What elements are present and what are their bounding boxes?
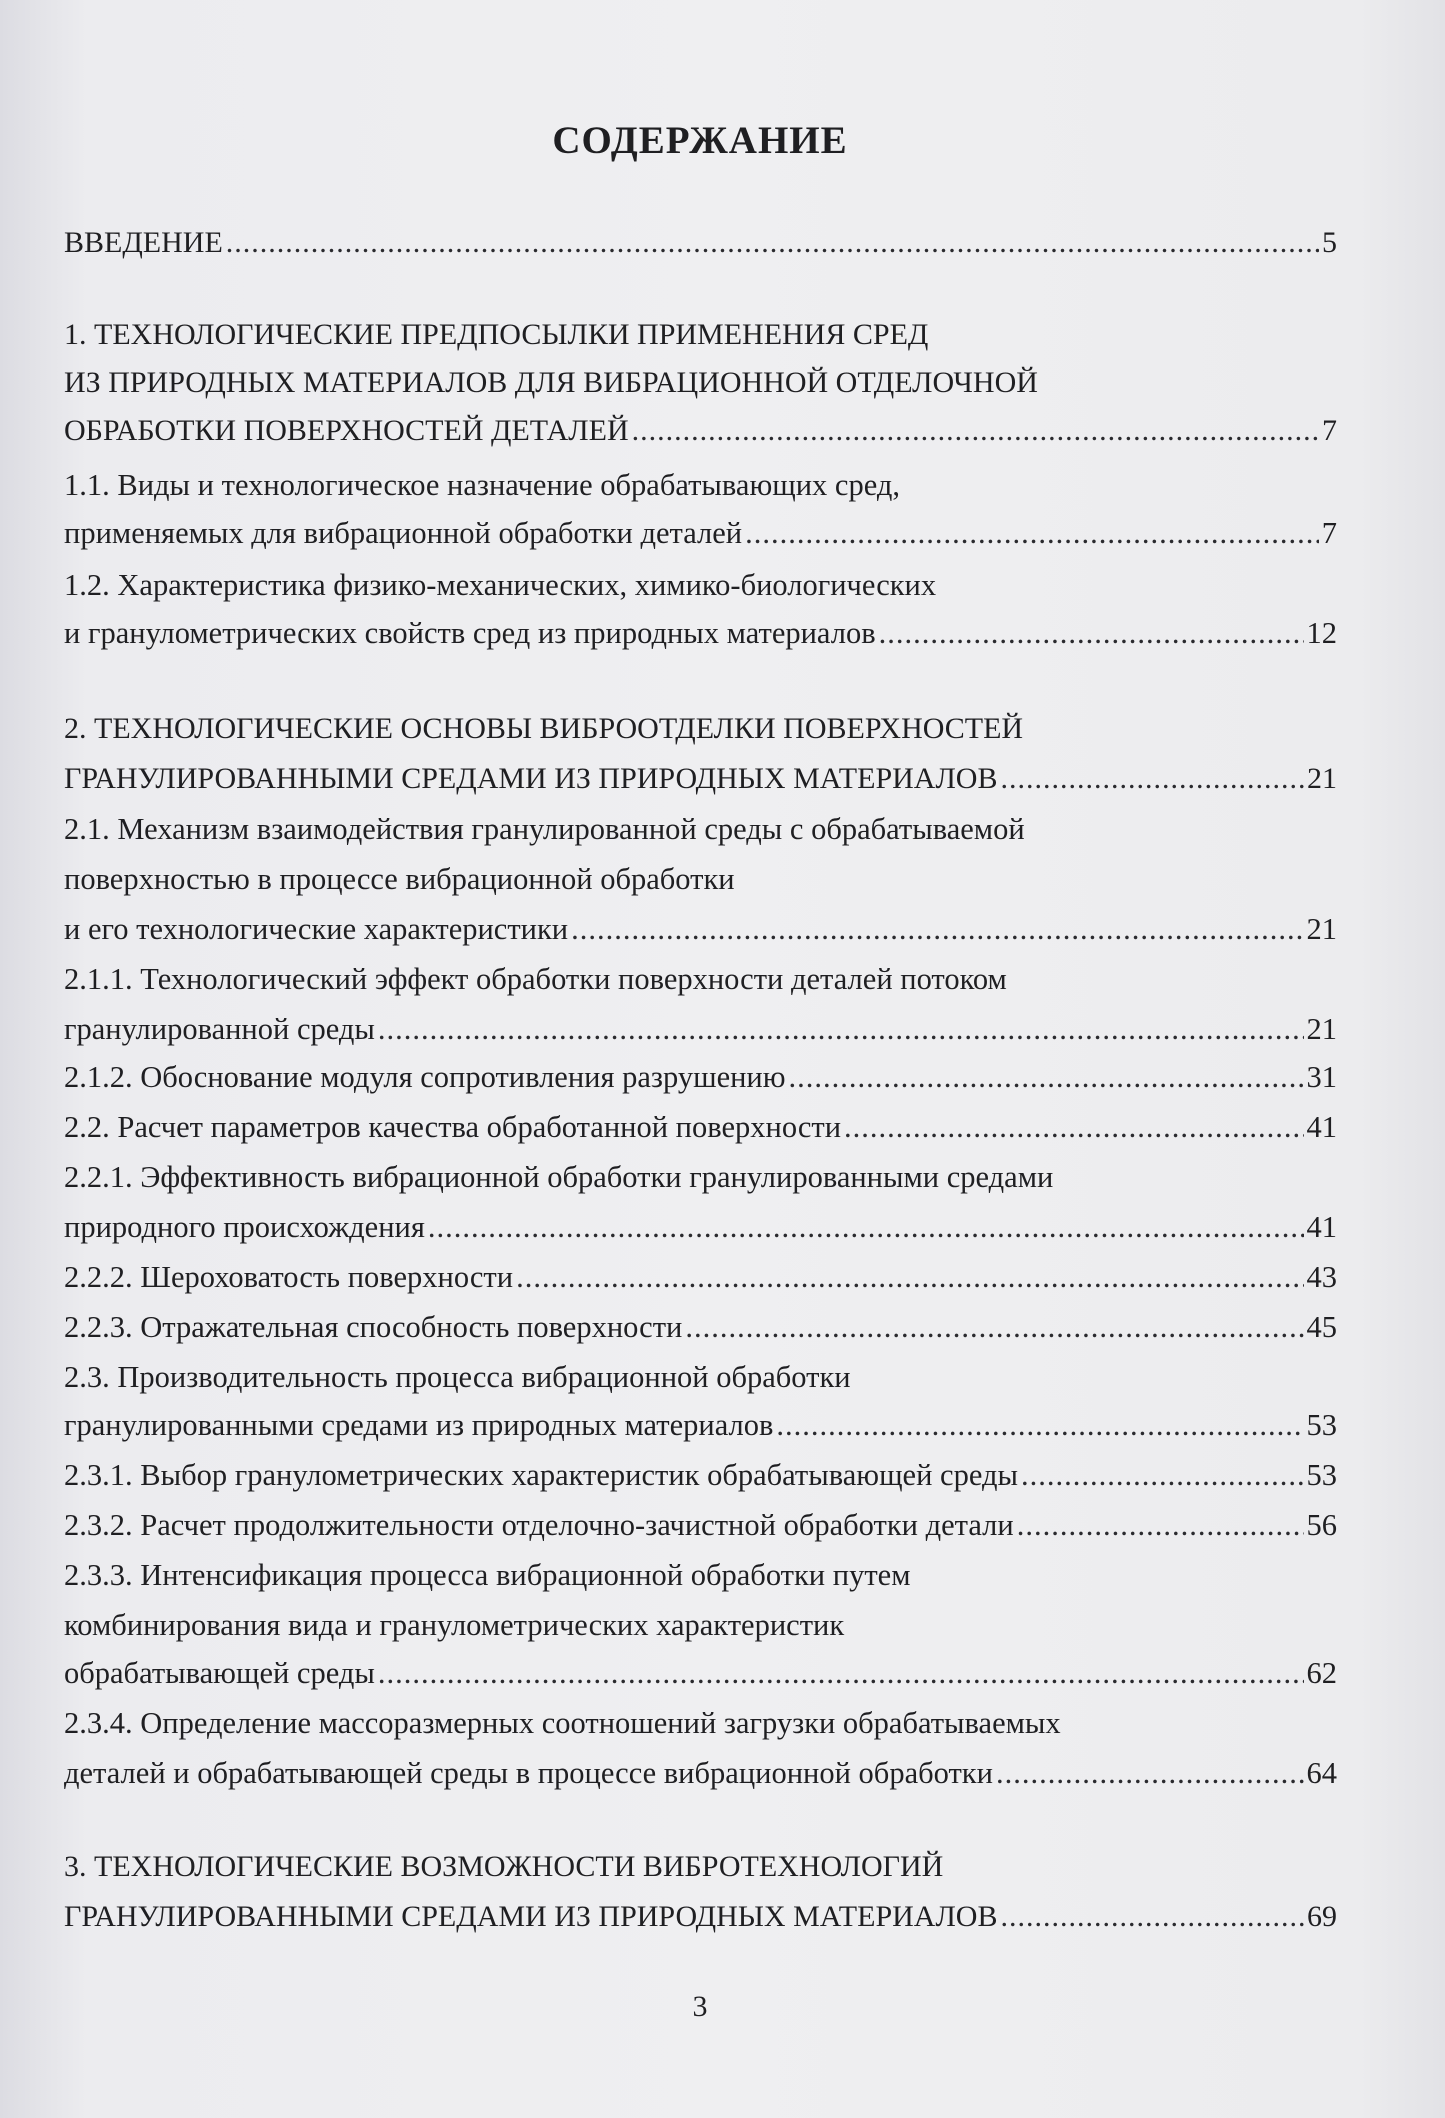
toc-entry: [64, 1210, 1337, 1256]
toc-leader-dots: [1021, 1458, 1304, 1493]
toc-leader-dots: [776, 1408, 1303, 1443]
toc-entry: [64, 1360, 1337, 1406]
toc-entry-text: 2.2. Расчет параметров качества обработанной поверхности: [64, 1110, 842, 1144]
toc-entry-page: 21: [1307, 762, 1337, 795]
toc-entry-page: 64: [1306, 1756, 1337, 1790]
toc-entry-text: ОБРАБОТКИ ПОВЕРХНОСТЕЙ ДЕТАЛЕЙ: [64, 414, 629, 447]
toc-entry-text: гранулированными средами из природных материалов: [64, 1408, 774, 1442]
toc-entry-text: 2.2.3. Отражательная способность поверхности: [64, 1310, 683, 1344]
toc-entry-text: 2.2.1. Эффективность вибрационной обработки гранулированными средами: [64, 1160, 1054, 1194]
toc-entry-page: 41: [1306, 1110, 1337, 1144]
toc-entry-text: 1. ТЕХНОЛОГИЧЕСКИЕ ПРЕДПОСЫЛКИ ПРИМЕНЕНИЯ СРЕД: [64, 318, 929, 351]
toc-entry: [64, 1310, 1337, 1356]
toc-entry: [64, 712, 1337, 758]
toc-leader-dots: [1001, 1900, 1305, 1934]
toc-entry: [64, 1408, 1337, 1454]
toc-entry-page: 12: [1306, 616, 1337, 650]
page-number: 3: [692, 1990, 708, 2023]
toc-entry: [64, 1260, 1337, 1306]
toc-leader-dots: [879, 616, 1304, 651]
toc-leader-dots: [844, 1110, 1303, 1145]
toc-entry-text: природного происхождения: [64, 1210, 425, 1244]
toc-entry: [64, 568, 1337, 614]
toc-entry: [64, 414, 1337, 460]
toc-entry-text: обрабатывающей среды: [64, 1656, 375, 1690]
toc-leader-dots: [516, 1260, 1303, 1295]
toc-entry-text: 2.3.2. Расчет продолжительности отделочно-зачистной обработки детали: [64, 1508, 1014, 1542]
toc-leader-dots: [996, 1756, 1304, 1791]
toc-entry-page: 7: [1322, 414, 1337, 447]
toc-entry-text: 2.3.4. Определение массоразмерных соотношений загрузки обрабатываемых: [64, 1706, 1061, 1740]
toc-entry-page: 5: [1322, 226, 1337, 259]
toc-entry: [64, 1850, 1337, 1896]
toc-entry-text: ГРАНУЛИРОВАННЫМИ СРЕДАМИ ИЗ ПРИРОДНЫХ МАТЕРИАЛОВ: [64, 1900, 998, 1933]
toc-entry: [64, 1900, 1337, 1946]
toc-entry-text: 1.2. Характеристика физико-механических, химико-биологических: [64, 568, 937, 602]
toc-entry-text: 2. ТЕХНОЛОГИЧЕСКИЕ ОСНОВЫ ВИБРООТДЕЛКИ ПОВЕРХНОСТЕЙ: [64, 712, 1024, 745]
toc-entry-text: 1.1. Виды и технологическое назначение обрабатывающих сред,: [64, 468, 900, 502]
toc-entry: [64, 468, 1337, 514]
toc-entry: [64, 516, 1337, 562]
toc-leader-dots: [745, 516, 1319, 551]
toc-entry: [64, 1160, 1337, 1206]
toc-entry-text: применяемых для вибрационной обработки деталей: [64, 516, 743, 550]
toc-entry-text: 2.1. Механизм взаимодействия гранулированной среды с обрабатываемой: [64, 812, 1025, 846]
toc-entry-page: 31: [1306, 1060, 1337, 1094]
toc-entry-page: 41: [1306, 1210, 1337, 1244]
toc-entry: [64, 1756, 1337, 1802]
toc-entry-page: 7: [1321, 516, 1337, 550]
toc-entry-text: 3. ТЕХНОЛОГИЧЕСКИЕ ВОЗМОЖНОСТИ ВИБРОТЕХНОЛОГИЙ: [64, 1850, 944, 1883]
toc-leader-dots: [1017, 1508, 1304, 1543]
toc-entry-text: ГРАНУЛИРОВАННЫМИ СРЕДАМИ ИЗ ПРИРОДНЫХ МАТЕРИАЛОВ: [64, 762, 998, 795]
toc-entry: [64, 318, 1337, 364]
toc-entry-page: 21: [1306, 912, 1337, 946]
toc-entry-text: 2.1.2. Обоснование модуля сопротивления разрушению: [64, 1060, 786, 1094]
toc-entry: [64, 762, 1337, 808]
toc-entry-text: комбинирования вида и гранулометрических характеристик: [64, 1608, 845, 1642]
toc-leader-dots: [571, 912, 1303, 947]
toc-leader-dots: [226, 226, 1319, 260]
toc-entry-page: 45: [1306, 1310, 1337, 1344]
toc-entry-text: гранулированной среды: [64, 1012, 375, 1046]
toc-entry-text: 2.3.3. Интенсификация процесса вибрационной обработки путем: [64, 1558, 911, 1592]
toc-entry: [64, 366, 1337, 412]
toc-entry: [64, 1558, 1337, 1604]
toc-entry-page: 53: [1306, 1458, 1337, 1492]
toc-entry: [64, 962, 1337, 1008]
toc-entry-text: ИЗ ПРИРОДНЫХ МАТЕРИАЛОВ ДЛЯ ВИБРАЦИОННОЙ ОТДЕЛОЧНОЙ: [64, 366, 1038, 399]
toc-entry: [64, 616, 1337, 662]
toc-entry-text: 2.2.2. Шероховатость поверхности: [64, 1260, 514, 1294]
toc-leader-dots: [632, 414, 1319, 448]
toc-entry: [64, 226, 1337, 272]
toc-entry-text: и гранулометрических свойств сред из природных материалов: [64, 616, 876, 650]
toc-leader-dots: [378, 1656, 1304, 1691]
toc-entry: [64, 1608, 1337, 1654]
toc-leader-dots: [1001, 762, 1305, 796]
toc-entry: [64, 912, 1337, 958]
toc-entry: [64, 1110, 1337, 1156]
toc-leader-dots: [789, 1060, 1304, 1095]
toc-entry: [64, 1508, 1337, 1554]
toc-entry: [64, 862, 1337, 908]
toc-entry: [64, 1706, 1337, 1752]
toc-entry-text: 2.3.1. Выбор гранулометрических характеристик обрабатывающей среды: [64, 1458, 1018, 1492]
toc-entry: [64, 812, 1337, 858]
toc-entry-text: ВВЕДЕНИЕ: [64, 226, 223, 259]
toc-entry-text: 2.3. Производительность процесса вибрационной обработки: [64, 1360, 851, 1394]
toc-entry-text: поверхностью в процессе вибрационной обработки: [64, 862, 735, 896]
page-title: СОДЕРЖАНИЕ: [552, 119, 848, 162]
toc-entry-page: 62: [1306, 1656, 1337, 1690]
toc-entry-page: 56: [1306, 1508, 1337, 1542]
toc-leader-dots: [378, 1012, 1304, 1047]
toc-entry-text: 2.1.1. Технологический эффект обработки поверхности деталей потоком: [64, 962, 1007, 996]
toc-entry-page: 21: [1306, 1012, 1337, 1046]
toc-entry-page: 53: [1306, 1408, 1337, 1442]
toc-entry-text: деталей и обрабатывающей среды в процессе вибрационной обработки: [64, 1756, 993, 1790]
toc-entry: [64, 1012, 1337, 1058]
toc-entry-text: и его технологические характеристики: [64, 912, 569, 946]
toc-entry: [64, 1656, 1337, 1702]
toc-entry: [64, 1060, 1337, 1106]
toc-entry-page: 43: [1306, 1260, 1337, 1294]
toc-leader-dots: [428, 1210, 1304, 1245]
toc-leader-dots: [685, 1310, 1303, 1345]
toc-entry: [64, 1458, 1337, 1504]
toc-entry-page: 69: [1307, 1900, 1337, 1933]
